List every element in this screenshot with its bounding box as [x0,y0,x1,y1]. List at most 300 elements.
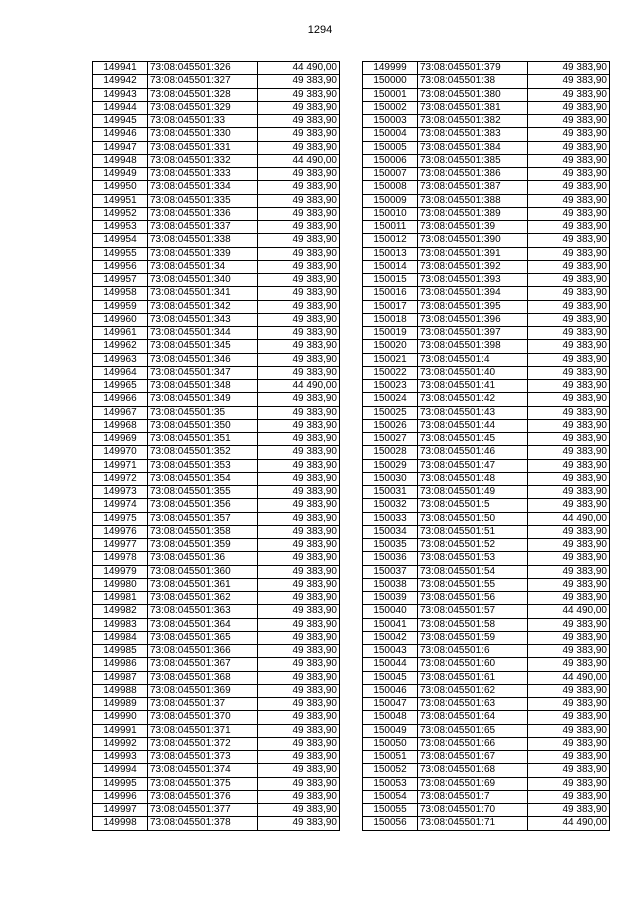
amount-cell: 49 383,90 [528,194,610,207]
amount-cell: 49 383,90 [528,128,610,141]
table-row [363,141,610,154]
record-number-cell: 149998 [93,817,148,830]
cadastral-number-cell: 73:08:045501:68 [418,764,528,777]
amount-cell: 49 383,90 [258,419,340,432]
table-row [93,817,340,830]
cadastral-number-cell: 73:08:045501:70 [418,804,528,817]
table-row [363,300,610,313]
record-number-cell: 149945 [93,115,148,128]
table-row [363,287,610,300]
cadastral-number-cell: 73:08:045501:353 [148,459,258,472]
record-number-cell: 150024 [363,393,418,406]
record-number-cell: 150001 [363,88,418,101]
table-row [363,62,610,75]
table-row [93,525,340,538]
table-row [363,764,610,777]
record-number-cell: 150014 [363,260,418,273]
record-number-cell: 150050 [363,737,418,750]
record-number-cell: 150046 [363,684,418,697]
record-number-cell: 149970 [93,446,148,459]
cadastral-number-cell: 73:08:045501:335 [148,194,258,207]
cadastral-number-cell: 73:08:045501:47 [418,459,528,472]
table-row [93,486,340,499]
cadastral-number-cell: 73:08:045501:388 [418,194,528,207]
amount-cell: 49 383,90 [258,247,340,260]
amount-cell: 49 383,90 [528,181,610,194]
amount-cell: 49 383,90 [258,393,340,406]
table-row [93,406,340,419]
table-row [93,512,340,525]
table-row [363,101,610,114]
cadastral-number-cell: 73:08:045501:62 [418,684,528,697]
table-row [363,578,610,591]
record-number-cell: 150025 [363,406,418,419]
record-number-cell: 149968 [93,419,148,432]
cadastral-number-cell: 73:08:045501:332 [148,154,258,167]
table-row [363,817,610,830]
record-number-cell: 150035 [363,539,418,552]
table-row [93,552,340,565]
amount-cell: 49 383,90 [258,817,340,830]
record-number-cell: 150031 [363,486,418,499]
table-row [363,433,610,446]
amount-cell: 49 383,90 [258,751,340,764]
table-row [93,181,340,194]
cadastral-number-cell: 73:08:045501:343 [148,313,258,326]
amount-cell: 49 383,90 [258,671,340,684]
table-row [363,221,610,234]
record-number-cell: 149985 [93,645,148,658]
table-row [363,618,610,631]
record-number-cell: 150026 [363,419,418,432]
amount-cell: 49 383,90 [258,115,340,128]
cadastral-number-cell: 73:08:045501:396 [418,313,528,326]
cadastral-number-cell: 73:08:045501:390 [418,234,528,247]
amount-cell: 49 383,90 [258,724,340,737]
amount-cell: 49 383,90 [528,658,610,671]
amount-cell: 44 490,00 [528,512,610,525]
cadastral-number-cell: 73:08:045501:342 [148,300,258,313]
table-row [93,711,340,724]
amount-cell: 49 383,90 [528,552,610,565]
amount-cell: 49 383,90 [528,684,610,697]
register-table-left [92,61,340,831]
cadastral-number-cell: 73:08:045501:364 [148,618,258,631]
record-number-cell: 149989 [93,698,148,711]
table-row [363,168,610,181]
cadastral-number-cell: 73:08:045501:368 [148,671,258,684]
record-number-cell: 149995 [93,777,148,790]
cadastral-number-cell: 73:08:045501:38 [418,75,528,88]
amount-cell: 49 383,90 [528,790,610,803]
table-row [363,472,610,485]
amount-cell: 44 490,00 [258,380,340,393]
amount-cell: 49 383,90 [528,486,610,499]
record-number-cell: 149969 [93,433,148,446]
amount-cell: 49 383,90 [528,75,610,88]
amount-cell: 49 383,90 [258,287,340,300]
record-number-cell: 149941 [93,62,148,75]
cadastral-number-cell: 73:08:045501:384 [418,141,528,154]
table-row [93,287,340,300]
page-number: 1294 [307,24,333,36]
cadastral-number-cell: 73:08:045501:345 [148,340,258,353]
amount-cell: 49 383,90 [258,88,340,101]
cadastral-number-cell: 73:08:045501:339 [148,247,258,260]
amount-cell: 49 383,90 [528,154,610,167]
cadastral-number-cell: 73:08:045501:362 [148,592,258,605]
record-number-cell: 150011 [363,221,418,234]
amount-cell: 49 383,90 [528,777,610,790]
record-number-cell: 150041 [363,618,418,631]
amount-cell: 49 383,90 [528,207,610,220]
amount-cell: 49 383,90 [258,75,340,88]
amount-cell: 49 383,90 [258,181,340,194]
record-number-cell: 150000 [363,75,418,88]
cadastral-number-cell: 73:08:045501:361 [148,578,258,591]
table-row [363,75,610,88]
amount-cell: 49 383,90 [258,711,340,724]
record-number-cell: 149996 [93,790,148,803]
record-number-cell: 149962 [93,340,148,353]
table-row [93,578,340,591]
table-row [93,618,340,631]
cadastral-number-cell: 73:08:045501:359 [148,539,258,552]
record-number-cell: 149943 [93,88,148,101]
amount-cell: 49 383,90 [258,221,340,234]
cadastral-number-cell: 73:08:045501:51 [418,525,528,538]
record-number-cell: 149959 [93,300,148,313]
record-number-cell: 150017 [363,300,418,313]
cadastral-number-cell: 73:08:045501:67 [418,751,528,764]
cadastral-number-cell: 73:08:045501:334 [148,181,258,194]
amount-cell: 49 383,90 [528,340,610,353]
record-number-cell: 149950 [93,181,148,194]
cadastral-number-cell: 73:08:045501:370 [148,711,258,724]
cadastral-number-cell: 73:08:045501:377 [148,804,258,817]
amount-cell: 49 383,90 [528,353,610,366]
cadastral-number-cell: 73:08:045501:53 [418,552,528,565]
table-row [93,207,340,220]
table-row [363,486,610,499]
table-row [93,737,340,750]
table-row [363,393,610,406]
cadastral-number-cell: 73:08:045501:346 [148,353,258,366]
table-row [363,459,610,472]
cadastral-number-cell: 73:08:045501:358 [148,525,258,538]
cadastral-number-cell: 73:08:045501:63 [418,698,528,711]
amount-cell: 49 383,90 [258,684,340,697]
record-number-cell: 149982 [93,605,148,618]
cadastral-number-cell: 73:08:045501:380 [418,88,528,101]
table-row [93,393,340,406]
cadastral-number-cell: 73:08:045501:365 [148,631,258,644]
cadastral-number-cell: 73:08:045501:385 [418,154,528,167]
cadastral-number-cell: 73:08:045501:336 [148,207,258,220]
cadastral-number-cell: 73:08:045501:340 [148,274,258,287]
amount-cell: 49 383,90 [258,486,340,499]
record-number-cell: 150045 [363,671,418,684]
cadastral-number-cell: 73:08:045501:389 [418,207,528,220]
table-row [363,724,610,737]
record-number-cell: 150051 [363,751,418,764]
cadastral-number-cell: 73:08:045501:337 [148,221,258,234]
amount-cell: 49 383,90 [258,353,340,366]
cadastral-number-cell: 73:08:045501:367 [148,658,258,671]
record-number-cell: 150013 [363,247,418,260]
amount-cell: 49 383,90 [528,764,610,777]
record-number-cell: 150006 [363,154,418,167]
cadastral-number-cell: 73:08:045501:369 [148,684,258,697]
record-number-cell: 150023 [363,380,418,393]
table-row [363,260,610,273]
table-row [93,764,340,777]
amount-cell: 49 383,90 [258,340,340,353]
amount-cell: 49 383,90 [258,207,340,220]
amount-cell: 49 383,90 [258,168,340,181]
amount-cell: 49 383,90 [258,300,340,313]
table-row [93,777,340,790]
record-number-cell: 150018 [363,313,418,326]
cadastral-number-cell: 73:08:045501:394 [418,287,528,300]
record-number-cell: 150042 [363,631,418,644]
cadastral-number-cell: 73:08:045501:352 [148,446,258,459]
table-row [93,154,340,167]
record-number-cell: 149988 [93,684,148,697]
amount-cell: 49 383,90 [258,472,340,485]
cadastral-number-cell: 73:08:045501:348 [148,380,258,393]
amount-cell: 49 383,90 [528,300,610,313]
cadastral-number-cell: 73:08:045501:43 [418,406,528,419]
cadastral-number-cell: 73:08:045501:341 [148,287,258,300]
record-number-cell: 149953 [93,221,148,234]
table-row [363,366,610,379]
table-row [363,737,610,750]
record-number-cell: 149980 [93,578,148,591]
record-number-cell: 150009 [363,194,418,207]
table-row [363,605,610,618]
amount-cell: 49 383,90 [258,737,340,750]
cadastral-number-cell: 73:08:045501:357 [148,512,258,525]
amount-cell: 49 383,90 [258,406,340,419]
amount-cell: 49 383,90 [528,618,610,631]
record-number-cell: 149984 [93,631,148,644]
cadastral-number-cell: 73:08:045501:57 [418,605,528,618]
record-number-cell: 150048 [363,711,418,724]
amount-cell: 44 490,00 [528,817,610,830]
cadastral-number-cell: 73:08:045501:44 [418,419,528,432]
cadastral-number-cell: 73:08:045501:360 [148,565,258,578]
table-row [93,115,340,128]
cadastral-number-cell: 73:08:045501:382 [418,115,528,128]
cadastral-number-cell: 73:08:045501:327 [148,75,258,88]
cadastral-number-cell: 73:08:045501:383 [418,128,528,141]
cadastral-number-cell: 73:08:045501:36 [148,552,258,565]
amount-cell: 49 383,90 [258,512,340,525]
cadastral-number-cell: 73:08:045501:52 [418,539,528,552]
table-row [363,512,610,525]
record-number-cell: 150037 [363,565,418,578]
cadastral-number-cell: 73:08:045501:338 [148,234,258,247]
amount-cell: 49 383,90 [258,101,340,114]
table-row [93,419,340,432]
table-row [93,260,340,273]
table-row [363,406,610,419]
record-number-cell: 149975 [93,512,148,525]
record-number-cell: 149977 [93,539,148,552]
record-number-cell: 149963 [93,353,148,366]
table-row [363,645,610,658]
record-number-cell: 149987 [93,671,148,684]
amount-cell: 49 383,90 [528,724,610,737]
table-row [363,790,610,803]
cadastral-number-cell: 73:08:045501:387 [418,181,528,194]
amount-cell: 49 383,90 [528,446,610,459]
amount-cell: 49 383,90 [258,645,340,658]
register-table-right [362,61,610,831]
amount-cell: 49 383,90 [528,366,610,379]
table-row [93,698,340,711]
table-row [363,194,610,207]
cadastral-number-cell: 73:08:045501:356 [148,499,258,512]
table-row [363,446,610,459]
table-row [363,353,610,366]
amount-cell: 49 383,90 [528,260,610,273]
amount-cell: 49 383,90 [258,658,340,671]
amount-cell: 49 383,90 [528,327,610,340]
record-number-cell: 149972 [93,472,148,485]
amount-cell: 49 383,90 [528,247,610,260]
record-number-cell: 149983 [93,618,148,631]
amount-cell: 49 383,90 [258,618,340,631]
amount-cell: 49 383,90 [258,260,340,273]
amount-cell: 49 383,90 [258,631,340,644]
cadastral-number-cell: 73:08:045501:349 [148,393,258,406]
record-number-cell: 149990 [93,711,148,724]
cadastral-number-cell: 73:08:045501:375 [148,777,258,790]
cadastral-number-cell: 73:08:045501:331 [148,141,258,154]
record-number-cell: 149994 [93,764,148,777]
cadastral-number-cell: 73:08:045501:395 [418,300,528,313]
record-number-cell: 149960 [93,313,148,326]
amount-cell: 49 383,90 [258,698,340,711]
table-row [93,605,340,618]
table-row [93,366,340,379]
amount-cell: 49 383,90 [528,737,610,750]
table-row [363,631,610,644]
amount-cell: 49 383,90 [528,101,610,114]
amount-cell: 44 490,00 [528,605,610,618]
cadastral-number-cell: 73:08:045501:50 [418,512,528,525]
amount-cell: 49 383,90 [528,221,610,234]
amount-cell: 49 383,90 [258,552,340,565]
cadastral-number-cell: 73:08:045501:374 [148,764,258,777]
amount-cell: 49 383,90 [528,62,610,75]
table-row [93,433,340,446]
table-row [93,340,340,353]
amount-cell: 49 383,90 [528,234,610,247]
table-row [93,724,340,737]
table-row [93,790,340,803]
record-number-cell: 150012 [363,234,418,247]
cadastral-number-cell: 73:08:045501:376 [148,790,258,803]
cadastral-number-cell: 73:08:045501:69 [418,777,528,790]
cadastral-number-cell: 73:08:045501:330 [148,128,258,141]
table-row [363,751,610,764]
amount-cell: 49 383,90 [258,525,340,538]
table-row [93,446,340,459]
cadastral-number-cell: 73:08:045501:333 [148,168,258,181]
amount-cell: 49 383,90 [258,777,340,790]
table-row [93,380,340,393]
record-number-cell: 149979 [93,565,148,578]
record-number-cell: 150015 [363,274,418,287]
amount-cell: 49 383,90 [258,274,340,287]
cadastral-number-cell: 73:08:045501:350 [148,419,258,432]
cadastral-number-cell: 73:08:045501:37 [148,698,258,711]
amount-cell: 44 490,00 [258,154,340,167]
cadastral-number-cell: 73:08:045501:378 [148,817,258,830]
table-row [363,419,610,432]
table-row [363,274,610,287]
table-row [93,804,340,817]
cadastral-number-cell: 73:08:045501:7 [418,790,528,803]
table-row [93,101,340,114]
amount-cell: 49 383,90 [528,406,610,419]
cadastral-number-cell: 73:08:045501:344 [148,327,258,340]
table-row [363,234,610,247]
record-number-cell: 149967 [93,406,148,419]
record-number-cell: 150038 [363,578,418,591]
table-row [363,698,610,711]
cadastral-number-cell: 73:08:045501:59 [418,631,528,644]
cadastral-number-cell: 73:08:045501:39 [418,221,528,234]
amount-cell: 49 383,90 [528,472,610,485]
amount-cell: 49 383,90 [528,499,610,512]
table-row [363,777,610,790]
table-row [363,88,610,101]
amount-cell: 49 383,90 [528,380,610,393]
record-number-cell: 149952 [93,207,148,220]
amount-cell: 49 383,90 [258,592,340,605]
table-row [93,592,340,605]
record-number-cell: 149954 [93,234,148,247]
record-number-cell: 149997 [93,804,148,817]
table-row [363,658,610,671]
record-number-cell: 150010 [363,207,418,220]
table-row [93,141,340,154]
amount-cell: 49 383,90 [528,711,610,724]
table-row [93,75,340,88]
cadastral-number-cell: 73:08:045501:60 [418,658,528,671]
record-number-cell: 149974 [93,499,148,512]
cadastral-number-cell: 73:08:045501:6 [418,645,528,658]
table-row [93,234,340,247]
record-number-cell: 150003 [363,115,418,128]
amount-cell: 49 383,90 [258,128,340,141]
cadastral-number-cell: 73:08:045501:386 [418,168,528,181]
record-number-cell: 150022 [363,366,418,379]
table-row [93,247,340,260]
amount-cell: 49 383,90 [258,764,340,777]
record-number-cell: 149981 [93,592,148,605]
amount-cell: 49 383,90 [528,525,610,538]
amount-cell: 49 383,90 [528,631,610,644]
table-row [93,751,340,764]
cadastral-number-cell: 73:08:045501:40 [418,366,528,379]
table-row [363,684,610,697]
amount-cell: 49 383,90 [258,790,340,803]
